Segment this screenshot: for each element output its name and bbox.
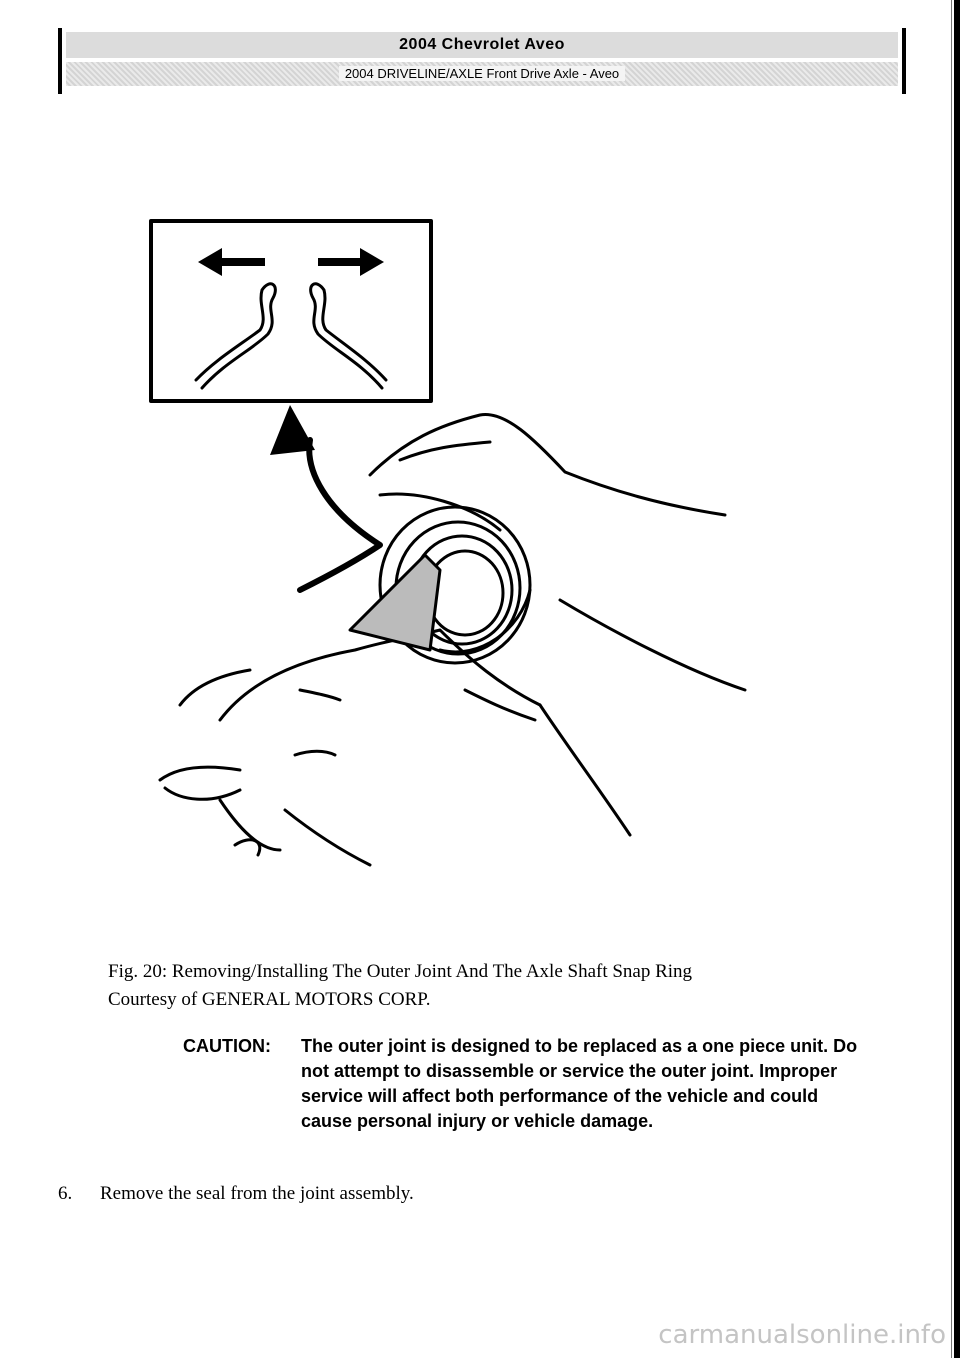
outer-joint-illustration <box>140 210 780 890</box>
header-subtitle: 2004 DRIVELINE/AXLE Front Drive Axle - Aveo <box>339 66 625 81</box>
snap-ring-detail-box <box>151 221 431 401</box>
snap-ring-left <box>196 284 275 388</box>
header-title: 2004 Chevrolet Aveo <box>66 32 898 58</box>
snap-ring-pliers <box>350 555 440 650</box>
header-left-bar <box>58 28 62 94</box>
upper-hand <box>370 414 725 515</box>
page-right-border <box>954 0 960 1358</box>
caution-label: CAUTION: <box>183 1036 271 1056</box>
caption-line2: Courtesy of GENERAL MOTORS CORP. <box>108 989 431 1010</box>
caution-text: The outer joint is designed to be replaced as a one piece unit. Do not attempt to disassemble or service the outer joint. Improper service will affect both performance of the vehicle and could cause personal injury or vehicle damage. <box>301 1036 858 1131</box>
watermark: carmanualsonline.info <box>658 1320 946 1350</box>
step-text: Remove the seal from the joint assembly. <box>100 1183 414 1204</box>
caption-line1: Fig. 20: Removing/Installing The Outer Joint And The Axle Shaft Snap Ring <box>108 961 693 982</box>
step-number: 6. <box>58 1183 73 1204</box>
header-right-bar <box>902 28 906 94</box>
figure-caption <box>108 958 868 1014</box>
page-header <box>58 28 906 94</box>
direction-arrow-curve <box>300 440 380 590</box>
header-subtitle-row <box>66 62 898 86</box>
procedure-step <box>58 1183 858 1205</box>
snap-ring-right <box>311 284 386 388</box>
page-right-border-line <box>951 0 952 1358</box>
